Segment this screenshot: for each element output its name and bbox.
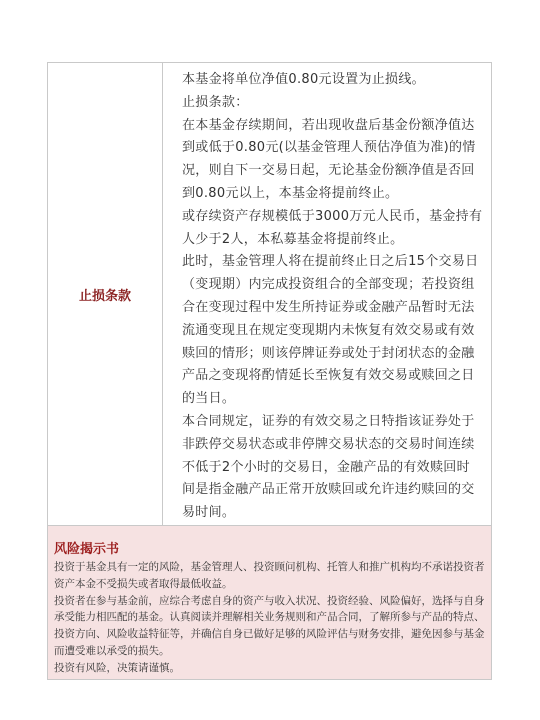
- terms-label: 止损条款: [78, 288, 131, 304]
- terms-paragraph: 此时，基金管理人将在提前终止日之后15个交易日（变现期）内完成投资组合的全部变现；若投资组合在变现过程中发生所持证券或金融产品暂时无法流通变现且在规定变现期内未恢复有效交易或有效赎回的情形；则该停牌证券或处于封闭状态的金融产品之变现将酌情延长至恢复有效交易或赎回之日的当日。: [182, 254, 479, 407]
- risk-paragraph: 投资于基金具有一定的风险，基金管理人、投资顾问机构、托管人和推广机构均不承诺投资者资产本金不受损失或者取得最低收益。: [54, 561, 485, 590]
- risk-title: 风险揭示书: [54, 542, 120, 557]
- terms-paragraph: 本基金将单位净值0.80元设置为止损线。: [182, 72, 425, 87]
- terms-paragraph: 止损条款：: [182, 94, 249, 110]
- risk-paragraph: 投资者在参与基金前，应综合考虑自身的资产与收入状况、投资经验、风险偏好，选择与自身承受能力相匹配的基金。认真阅读并理解相关业务规则和产品合同，了解所参与产品的特点、投资方向、风险收益特征等，并确信自身已做好足够的风险评估与财务安排，避免因参与基金而遭受难以承受的损失。: [54, 594, 485, 657]
- terms-label-cell: [48, 63, 163, 525]
- terms-paragraph: 本合同规定，证券的有效交易之日特指该证券处于非跌停交易状态或非停牌交易状态的交易时间连续不低于2个小时的交易日，金融产品的有效赎回时间是指金融产品正常开放赎回或允许违约赎回的交易时间。: [182, 413, 475, 521]
- terms-content-cell: [163, 63, 491, 525]
- risk-paragraph: 投资有风险，决策请谨慎。: [54, 661, 180, 674]
- terms-paragraph: 或存续资产存规模低于3000万元人民币，基金持有人少于2人，本私募基金将提前终止。: [182, 208, 483, 247]
- risk-disclosure-box: [47, 526, 492, 680]
- terms-paragraph: 在本基金存续期间，若出现收盘后基金份额净值达到或低于0.80元(以基金管理人预估净值为准)的情况，则自下一交易日起，无论基金份额净值是否回到0.80元以上，本基金将提前终止。: [182, 117, 476, 201]
- stop-loss-terms-table: [47, 62, 492, 526]
